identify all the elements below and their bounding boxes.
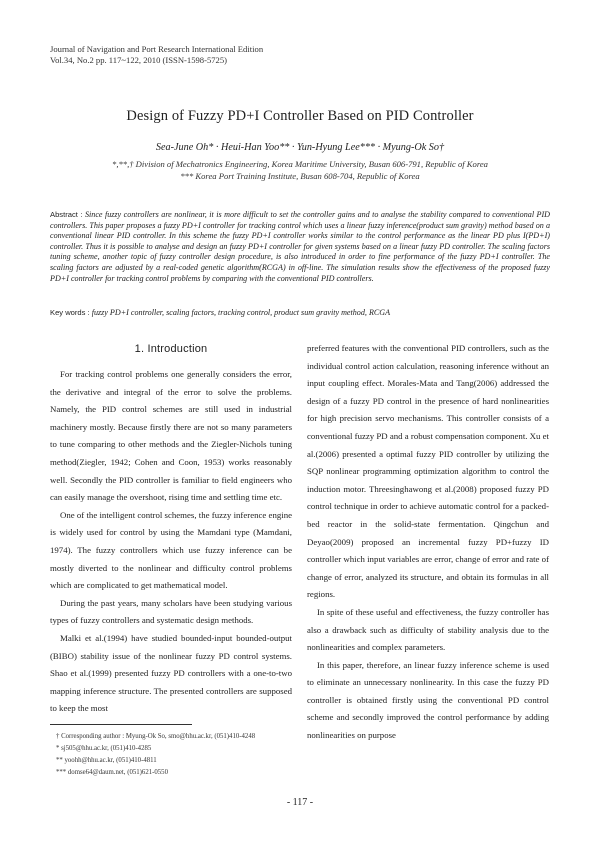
keywords-text: fuzzy PD+I controller, scaling factors, tracking control, product sum gravity method, RCGA: [91, 308, 391, 317]
affiliation-2: *** Korea Port Training Institute, Busan 608-704, Republic of Korea: [180, 171, 420, 181]
page-number: - 117 -: [286, 797, 314, 808]
footnote: ** yoohh@hhu.ac.kr, (051)410-4811: [56, 757, 157, 764]
affiliations: [0, 158, 600, 182]
keywords: [50, 308, 550, 317]
journal-volume: Vol.34, No.2 pp. 117~122, 2010 (ISSN-1598-5725): [50, 55, 228, 65]
footnote-divider: [50, 724, 192, 725]
footnote: *** domse64@daum.net, (051)621-0550: [56, 769, 168, 776]
journal-header: [50, 44, 263, 66]
paragraph: For tracking control problems one generally considers the error, the derivative and integral of the error to solve the problems. Namely, the PID control schemes are still used in industrial machinery mostly. Because firstly there are not so many parameters to tune comparing to other methods and the Ziegler-Nichols tuning method(Ziegler, 1942; Cohen and Coon, 1953) works reasonably well. Secondly the PID controller is familiar to field engineers who can easily manage the overshoot, rising time and settling time etc.: [50, 369, 292, 503]
journal-name: Journal of Navigation and Port Research International Edition: [50, 44, 264, 54]
paragraph: In spite of these useful and effectiveness, the fuzzy controller has also a drawback such as difficulty of stability analysis due to the nonlinearities and complex parameters.: [307, 606, 549, 653]
footnote-corresponding: † Corresponding author : Myung-Ok So, smo@hhu.ac.kr, (051)410-4248: [56, 733, 256, 740]
paragraph: Malki et al.(1994) have studied bounded-input bounded-output (BIBO) stability issue of the nonlinear fuzzy PD control systems. Shao et al.(1999) presented fuzzy PD controllers with a one-to-two mapping inference structure. The presented controllers are supposed to keep the most: [50, 632, 292, 714]
affiliation-1: *,**,† Division of Mechatronics Engineering, Korea Maritime University, Busan 606-791, Republic of Korea: [112, 159, 488, 169]
paper-title: Design of Fuzzy PD+I Controller Based on PID Controller: [126, 108, 474, 124]
keywords-label: Key words :: [50, 308, 90, 317]
paragraph: One of the intelligent control schemes, the fuzzy inference engine is widely used for control by using the Mamdani type (Mamdani, 1974). The fuzzy controllers which use fuzzy inference can be mostly diverted to the nonlinear and difficulty control problems which are complicated to get mathematical model.: [50, 509, 292, 591]
paragraph: During the past years, many scholars have been studying various types of fuzzy controllers and systematic design methods.: [50, 597, 292, 626]
section-heading: 1. Introduction: [134, 343, 208, 355]
paragraph: In this paper, therefore, an linear fuzzy inference scheme is used to eliminate an unnecessary nonlinearity. In this case the fuzzy PD controller is obtained firstly using the conventional PD control scheme and secondly improved the control performance by adding nonlinearities on purpose: [307, 659, 549, 741]
abstract-text: Since fuzzy controllers are nonlinear, it is more difficult to set the controller gains and to analyse the stability compared to conventional PID controllers. This paper proposes a fuzzy PD+I controller for tracking control which uses a linear fuzzy inference(product sum gravity) method based on a conventional linear PID controller. In this scheme the fuzzy PD+I controller works similar to the control performance as the linear PD plus I(PD+I) controller. Thus it is possible to analyse and design an fuzzy PD+I controller for given systems based on a linear fuzzy PD controller. The scaling factors tuning scheme, another topic of fuzzy controller design procedure, is also introduced in order to fine performance of the fuzzy PD+I controller. The scaling factors are adjusted by a real-coded genetic algorithm(RCGA) in off-line. The simulation results show the effectiveness of the proposed fuzzy PD+I controller for tracking control problems by comparing with the conventional PID controllers.: [50, 210, 551, 283]
right-column: [307, 340, 549, 745]
footnote: * sj505@hhu.ac.kr, (051)410-4285: [56, 745, 152, 752]
abstract-label: Abstract :: [50, 210, 83, 219]
paragraph: preferred features with the conventional PID controllers, such as the individual control action calculation, reasoning inference without an input coupling effect. Morales-Mata and Tang(2006) addressed the design of a fuzzy PD control in the presence of hard nonlinearities for high precision servo mechanisms. This controller consists of a conventional fuzzy PD and a robust compensation component. Xu et al.(2006) presented a optimal fuzzy PID controller by utilizing the SQP nonlinear programming optimization algorithm to control the induction motor. Threesinghawong et al.(2008) proposed fuzzy PD control technique in order to achieve automatic control for a packed-bed reactor in the solid-state fermentation. Qingchun and Deyao(2009) proposed an incremental fuzzy PD+fuzzy ID controller which input variables are error, change of error and rate of change of error, analyzed its structure, and obtain its formulas in all regions.: [307, 343, 549, 600]
footnotes: [56, 731, 255, 779]
abstract: [50, 210, 550, 284]
left-column: [50, 340, 292, 718]
author-list: Sea-June Oh* · Heui-Han Yoo** · Yun-Hyung Lee*** · Myung-Ok So†: [155, 142, 445, 153]
